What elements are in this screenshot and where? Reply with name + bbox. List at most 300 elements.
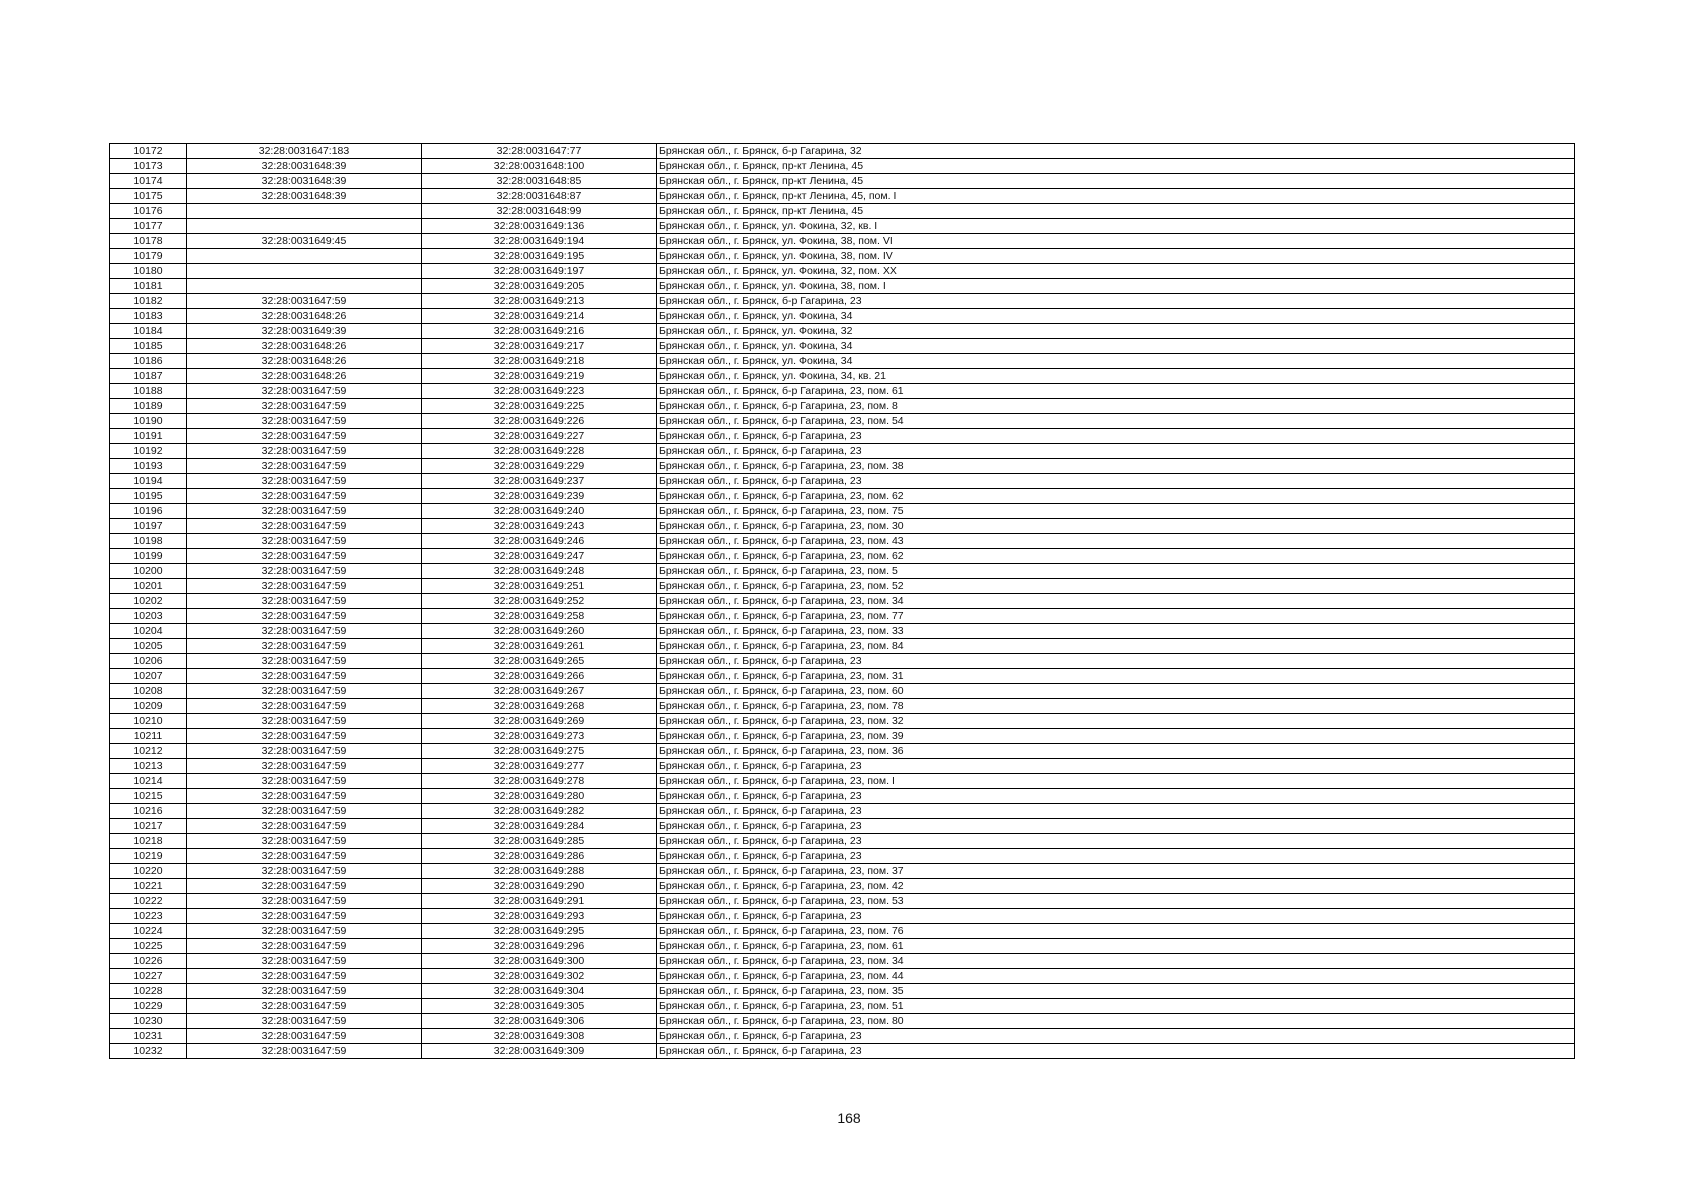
parent-cadastral-number-cell: 32:28:0031647:59 — [187, 774, 422, 789]
table-row — [110, 594, 1575, 609]
cadastral-number-cell: 32:28:0031649:136 — [422, 219, 657, 234]
address-cell: Брянская обл., г. Брянск, б-р Гагарина, 23 — [657, 474, 1575, 489]
table-row — [110, 234, 1575, 249]
table-row — [110, 144, 1575, 159]
parent-cadastral-number-cell: 32:28:0031647:59 — [187, 999, 422, 1014]
row-number-cell: 10195 — [110, 489, 187, 504]
table-row — [110, 684, 1575, 699]
parent-cadastral-number-cell: 32:28:0031647:59 — [187, 654, 422, 669]
table-row — [110, 699, 1575, 714]
table-row — [110, 309, 1575, 324]
table-row — [110, 324, 1575, 339]
row-number-cell: 10184 — [110, 324, 187, 339]
row-number-cell: 10190 — [110, 414, 187, 429]
cadastral-number-cell: 32:28:0031649:290 — [422, 879, 657, 894]
table-row — [110, 174, 1575, 189]
cadastral-number-cell: 32:28:0031649:239 — [422, 489, 657, 504]
table-row — [110, 279, 1575, 294]
cadastral-number-cell: 32:28:0031649:260 — [422, 624, 657, 639]
parent-cadastral-number-cell — [187, 204, 422, 219]
table-row — [110, 804, 1575, 819]
address-cell: Брянская обл., г. Брянск, б-р Гагарина, 23, пом. 34 — [657, 594, 1575, 609]
address-cell: Брянская обл., г. Брянск, б-р Гагарина, 23, пом. 78 — [657, 699, 1575, 714]
table-row — [110, 399, 1575, 414]
row-number-cell: 10182 — [110, 294, 187, 309]
table-row — [110, 849, 1575, 864]
cadastral-number-cell: 32:28:0031649:278 — [422, 774, 657, 789]
address-cell: Брянская обл., г. Брянск, б-р Гагарина, 23, пом. 51 — [657, 999, 1575, 1014]
table-row — [110, 969, 1575, 984]
row-number-cell: 10217 — [110, 819, 187, 834]
row-number-cell: 10232 — [110, 1044, 187, 1059]
address-cell: Брянская обл., г. Брянск, ул. Фокина, 38, пом. I — [657, 279, 1575, 294]
address-cell: Брянская обл., г. Брянск, пр-кт Ленина, 45 — [657, 159, 1575, 174]
cadastral-number-cell: 32:28:0031649:229 — [422, 459, 657, 474]
cadastral-number-cell: 32:28:0031649:295 — [422, 924, 657, 939]
row-number-cell: 10189 — [110, 399, 187, 414]
cadastral-number-cell: 32:28:0031649:214 — [422, 309, 657, 324]
parent-cadastral-number-cell: 32:28:0031647:59 — [187, 444, 422, 459]
row-number-cell: 10179 — [110, 249, 187, 264]
address-cell: Брянская обл., г. Брянск, б-р Гагарина, 23, пом. 75 — [657, 504, 1575, 519]
parent-cadastral-number-cell: 32:28:0031647:59 — [187, 939, 422, 954]
address-cell: Брянская обл., г. Брянск, ул. Фокина, 34 — [657, 309, 1575, 324]
address-cell: Брянская обл., г. Брянск, ул. Фокина, 32, кв. I — [657, 219, 1575, 234]
table-row — [110, 354, 1575, 369]
address-cell: Брянская обл., г. Брянск, б-р Гагарина, 23, пом. 62 — [657, 549, 1575, 564]
table-row — [110, 534, 1575, 549]
row-number-cell: 10222 — [110, 894, 187, 909]
address-cell: Брянская обл., г. Брянск, б-р Гагарина, 23, пом. 80 — [657, 1014, 1575, 1029]
parent-cadastral-number-cell: 32:28:0031647:59 — [187, 984, 422, 999]
address-cell: Брянская обл., г. Брянск, б-р Гагарина, 23 — [657, 1029, 1575, 1044]
parent-cadastral-number-cell: 32:28:0031647:59 — [187, 759, 422, 774]
parent-cadastral-number-cell: 32:28:0031647:59 — [187, 384, 422, 399]
parent-cadastral-number-cell: 32:28:0031647:59 — [187, 504, 422, 519]
address-cell: Брянская обл., г. Брянск, ул. Фокина, 34, кв. 21 — [657, 369, 1575, 384]
table-row — [110, 909, 1575, 924]
table-row — [110, 219, 1575, 234]
address-cell: Брянская обл., г. Брянск, б-р Гагарина, 23, пом. 31 — [657, 669, 1575, 684]
page-number: 168 — [837, 1110, 861, 1126]
address-cell: Брянская обл., г. Брянск, б-р Гагарина, 23, пом. 39 — [657, 729, 1575, 744]
parent-cadastral-number-cell: 32:28:0031647:59 — [187, 819, 422, 834]
row-number-cell: 10197 — [110, 519, 187, 534]
table-row — [110, 429, 1575, 444]
table-row — [110, 759, 1575, 774]
row-number-cell: 10193 — [110, 459, 187, 474]
row-number-cell: 10174 — [110, 174, 187, 189]
address-cell: Брянская обл., г. Брянск, б-р Гагарина, 23 — [657, 819, 1575, 834]
row-number-cell: 10219 — [110, 849, 187, 864]
row-number-cell: 10218 — [110, 834, 187, 849]
cadastral-number-cell: 32:28:0031649:275 — [422, 744, 657, 759]
parent-cadastral-number-cell: 32:28:0031647:59 — [187, 459, 422, 474]
address-cell: Брянская обл., г. Брянск, б-р Гагарина, 23, пом. 52 — [657, 579, 1575, 594]
parent-cadastral-number-cell: 32:28:0031647:59 — [187, 879, 422, 894]
row-number-cell: 10203 — [110, 609, 187, 624]
cadastral-number-cell: 32:28:0031649:267 — [422, 684, 657, 699]
cadastral-number-cell: 32:28:0031649:268 — [422, 699, 657, 714]
cadastral-number-cell: 32:28:0031649:246 — [422, 534, 657, 549]
parent-cadastral-number-cell: 32:28:0031647:59 — [187, 669, 422, 684]
parent-cadastral-number-cell: 32:28:0031649:45 — [187, 234, 422, 249]
parent-cadastral-number-cell: 32:28:0031647:59 — [187, 429, 422, 444]
cadastral-number-cell: 32:28:0031649:251 — [422, 579, 657, 594]
table-row — [110, 369, 1575, 384]
cadastral-number-cell: 32:28:0031649:305 — [422, 999, 657, 1014]
table-row — [110, 549, 1575, 564]
cadastral-number-cell: 32:28:0031649:237 — [422, 474, 657, 489]
parent-cadastral-number-cell: 32:28:0031647:59 — [187, 804, 422, 819]
table-row — [110, 414, 1575, 429]
table-row — [110, 519, 1575, 534]
parent-cadastral-number-cell: 32:28:0031647:59 — [187, 969, 422, 984]
parent-cadastral-number-cell: 32:28:0031647:59 — [187, 624, 422, 639]
parent-cadastral-number-cell: 32:28:0031647:59 — [187, 609, 422, 624]
cadastral-number-cell: 32:28:0031649:213 — [422, 294, 657, 309]
cadastral-number-cell: 32:28:0031649:217 — [422, 339, 657, 354]
table-row — [110, 939, 1575, 954]
parent-cadastral-number-cell: 32:28:0031647:59 — [187, 474, 422, 489]
table-row — [110, 744, 1575, 759]
address-cell: Брянская обл., г. Брянск, б-р Гагарина, 23, пом. 76 — [657, 924, 1575, 939]
parent-cadastral-number-cell: 32:28:0031647:59 — [187, 414, 422, 429]
row-number-cell: 10194 — [110, 474, 187, 489]
cadastral-number-cell: 32:28:0031649:285 — [422, 834, 657, 849]
cadastral-number-cell: 32:28:0031649:216 — [422, 324, 657, 339]
parent-cadastral-number-cell: 32:28:0031647:59 — [187, 909, 422, 924]
address-cell: Брянская обл., г. Брянск, б-р Гагарина, 23, пом. 37 — [657, 864, 1575, 879]
parent-cadastral-number-cell: 32:28:0031647:59 — [187, 534, 422, 549]
cadastral-number-cell: 32:28:0031649:247 — [422, 549, 657, 564]
address-cell: Брянская обл., г. Брянск, пр-кт Ленина, 45 — [657, 174, 1575, 189]
table-row — [110, 729, 1575, 744]
cadastral-number-cell: 32:28:0031649:273 — [422, 729, 657, 744]
address-cell: Брянская обл., г. Брянск, б-р Гагарина, 23, пом. 62 — [657, 489, 1575, 504]
row-number-cell: 10196 — [110, 504, 187, 519]
parent-cadastral-number-cell: 32:28:0031647:59 — [187, 684, 422, 699]
cadastral-number-cell: 32:28:0031649:240 — [422, 504, 657, 519]
address-cell: Брянская обл., г. Брянск, б-р Гагарина, 23, пом. 32 — [657, 714, 1575, 729]
cadastral-number-cell: 32:28:0031649:219 — [422, 369, 657, 384]
table-row — [110, 609, 1575, 624]
parent-cadastral-number-cell — [187, 219, 422, 234]
parent-cadastral-number-cell: 32:28:0031647:59 — [187, 1044, 422, 1059]
address-cell: Брянская обл., г. Брянск, б-р Гагарина, 23, пом. 60 — [657, 684, 1575, 699]
address-cell: Брянская обл., г. Брянск, б-р Гагарина, 23, пом. 61 — [657, 939, 1575, 954]
address-cell: Брянская обл., г. Брянск, б-р Гагарина, 23 — [657, 849, 1575, 864]
parent-cadastral-number-cell: 32:28:0031648:39 — [187, 159, 422, 174]
address-cell: Брянская обл., г. Брянск, ул. Фокина, 34 — [657, 354, 1575, 369]
row-number-cell: 10200 — [110, 564, 187, 579]
cadastral-number-cell: 32:28:0031649:282 — [422, 804, 657, 819]
cadastral-number-cell: 32:28:0031649:293 — [422, 909, 657, 924]
parent-cadastral-number-cell: 32:28:0031647:59 — [187, 894, 422, 909]
row-number-cell: 10186 — [110, 354, 187, 369]
parent-cadastral-number-cell: 32:28:0031647:59 — [187, 594, 422, 609]
table-row — [110, 459, 1575, 474]
row-number-cell: 10178 — [110, 234, 187, 249]
address-cell: Брянская обл., г. Брянск, б-р Гагарина, 23 — [657, 444, 1575, 459]
parent-cadastral-number-cell: 32:28:0031648:26 — [187, 309, 422, 324]
row-number-cell: 10221 — [110, 879, 187, 894]
row-number-cell: 10220 — [110, 864, 187, 879]
address-cell: Брянская обл., г. Брянск, б-р Гагарина, 23, пом. 77 — [657, 609, 1575, 624]
row-number-cell: 10176 — [110, 204, 187, 219]
cadastral-number-cell: 32:28:0031649:269 — [422, 714, 657, 729]
parent-cadastral-number-cell — [187, 264, 422, 279]
table-row — [110, 954, 1575, 969]
row-number-cell: 10216 — [110, 804, 187, 819]
address-cell: Брянская обл., г. Брянск, б-р Гагарина, 23, пом. 61 — [657, 384, 1575, 399]
cadastral-number-cell: 32:28:0031649:288 — [422, 864, 657, 879]
row-number-cell: 10181 — [110, 279, 187, 294]
row-number-cell: 10183 — [110, 309, 187, 324]
table-row — [110, 894, 1575, 909]
address-cell: Брянская обл., г. Брянск, б-р Гагарина, 23, пом. 53 — [657, 894, 1575, 909]
row-number-cell: 10201 — [110, 579, 187, 594]
parent-cadastral-number-cell: 32:28:0031647:59 — [187, 399, 422, 414]
row-number-cell: 10188 — [110, 384, 187, 399]
cadastral-number-cell: 32:28:0031647:77 — [422, 144, 657, 159]
cadastral-number-cell: 32:28:0031649:194 — [422, 234, 657, 249]
table-row — [110, 204, 1575, 219]
address-cell: Брянская обл., г. Брянск, б-р Гагарина, 23, пом. I — [657, 774, 1575, 789]
table-row — [110, 384, 1575, 399]
table-row — [110, 489, 1575, 504]
cadastral-number-cell: 32:28:0031649:252 — [422, 594, 657, 609]
cadastral-table — [109, 143, 1575, 1059]
table-body — [110, 144, 1575, 1059]
table-row — [110, 879, 1575, 894]
parent-cadastral-number-cell: 32:28:0031648:26 — [187, 369, 422, 384]
parent-cadastral-number-cell: 32:28:0031648:26 — [187, 339, 422, 354]
row-number-cell: 10228 — [110, 984, 187, 999]
row-number-cell: 10180 — [110, 264, 187, 279]
address-cell: Брянская обл., г. Брянск, б-р Гагарина, 23, пом. 34 — [657, 954, 1575, 969]
row-number-cell: 10172 — [110, 144, 187, 159]
parent-cadastral-number-cell: 32:28:0031647:59 — [187, 729, 422, 744]
parent-cadastral-number-cell: 32:28:0031647:59 — [187, 1014, 422, 1029]
row-number-cell: 10231 — [110, 1029, 187, 1044]
table-row — [110, 504, 1575, 519]
parent-cadastral-number-cell: 32:28:0031649:39 — [187, 324, 422, 339]
address-cell: Брянская обл., г. Брянск, б-р Гагарина, 23, пом. 44 — [657, 969, 1575, 984]
cadastral-number-cell: 32:28:0031649:197 — [422, 264, 657, 279]
row-number-cell: 10211 — [110, 729, 187, 744]
parent-cadastral-number-cell: 32:28:0031647:59 — [187, 564, 422, 579]
cadastral-number-cell: 32:28:0031649:218 — [422, 354, 657, 369]
table-row — [110, 159, 1575, 174]
address-cell: Брянская обл., г. Брянск, пр-кт Ленина, 45 — [657, 204, 1575, 219]
row-number-cell: 10198 — [110, 534, 187, 549]
address-cell: Брянская обл., г. Брянск, б-р Гагарина, 23, пом. 5 — [657, 564, 1575, 579]
table-row — [110, 189, 1575, 204]
table-row — [110, 654, 1575, 669]
table-row — [110, 789, 1575, 804]
address-cell: Брянская обл., г. Брянск, ул. Фокина, 38, пом. IV — [657, 249, 1575, 264]
cadastral-number-cell: 32:28:0031649:277 — [422, 759, 657, 774]
cadastral-number-cell: 32:28:0031649:248 — [422, 564, 657, 579]
cadastral-number-cell: 32:28:0031649:308 — [422, 1029, 657, 1044]
parent-cadastral-number-cell: 32:28:0031647:59 — [187, 834, 422, 849]
parent-cadastral-number-cell: 32:28:0031647:59 — [187, 294, 422, 309]
row-number-cell: 10206 — [110, 654, 187, 669]
cadastral-number-cell: 32:28:0031649:225 — [422, 399, 657, 414]
row-number-cell: 10207 — [110, 669, 187, 684]
cadastral-number-cell: 32:28:0031649:261 — [422, 639, 657, 654]
cadastral-number-cell: 32:28:0031649:205 — [422, 279, 657, 294]
row-number-cell: 10227 — [110, 969, 187, 984]
cadastral-number-cell: 32:28:0031649:284 — [422, 819, 657, 834]
row-number-cell: 10214 — [110, 774, 187, 789]
parent-cadastral-number-cell: 32:28:0031647:59 — [187, 789, 422, 804]
cadastral-number-cell: 32:28:0031649:227 — [422, 429, 657, 444]
cadastral-number-cell: 32:28:0031649:228 — [422, 444, 657, 459]
parent-cadastral-number-cell: 32:28:0031648:26 — [187, 354, 422, 369]
row-number-cell: 10209 — [110, 699, 187, 714]
row-number-cell: 10215 — [110, 789, 187, 804]
address-cell: Брянская обл., г. Брянск, б-р Гагарина, 23 — [657, 429, 1575, 444]
address-cell: Брянская обл., г. Брянск, б-р Гагарина, 23, пом. 33 — [657, 624, 1575, 639]
parent-cadastral-number-cell: 32:28:0031647:59 — [187, 699, 422, 714]
address-cell: Брянская обл., г. Брянск, ул. Фокина, 38, пом. VI — [657, 234, 1575, 249]
address-cell: Брянская обл., г. Брянск, б-р Гагарина, 23, пом. 36 — [657, 744, 1575, 759]
address-cell: Брянская обл., г. Брянск, ул. Фокина, 32 — [657, 324, 1575, 339]
parent-cadastral-number-cell: 32:28:0031647:59 — [187, 714, 422, 729]
cadastral-number-cell: 32:28:0031649:243 — [422, 519, 657, 534]
row-number-cell: 10173 — [110, 159, 187, 174]
cadastral-number-cell: 32:28:0031649:265 — [422, 654, 657, 669]
cadastral-number-cell: 32:28:0031649:302 — [422, 969, 657, 984]
address-cell: Брянская обл., г. Брянск, б-р Гагарина, 23, пом. 30 — [657, 519, 1575, 534]
address-cell: Брянская обл., г. Брянск, б-р Гагарина, 23, пом. 42 — [657, 879, 1575, 894]
cadastral-number-cell: 32:28:0031649:309 — [422, 1044, 657, 1059]
row-number-cell: 10226 — [110, 954, 187, 969]
row-number-cell: 10223 — [110, 909, 187, 924]
table-row — [110, 294, 1575, 309]
table-row — [110, 834, 1575, 849]
cadastral-number-cell: 32:28:0031649:306 — [422, 1014, 657, 1029]
row-number-cell: 10204 — [110, 624, 187, 639]
row-number-cell: 10230 — [110, 1014, 187, 1029]
row-number-cell: 10191 — [110, 429, 187, 444]
row-number-cell: 10213 — [110, 759, 187, 774]
address-cell: Брянская обл., г. Брянск, б-р Гагарина, 23 — [657, 759, 1575, 774]
parent-cadastral-number-cell: 32:28:0031647:59 — [187, 864, 422, 879]
table-row — [110, 819, 1575, 834]
table-row — [110, 264, 1575, 279]
address-cell: Брянская обл., г. Брянск, б-р Гагарина, 23, пом. 35 — [657, 984, 1575, 999]
row-number-cell: 10192 — [110, 444, 187, 459]
row-number-cell: 10202 — [110, 594, 187, 609]
parent-cadastral-number-cell: 32:28:0031647:59 — [187, 1029, 422, 1044]
table-row — [110, 924, 1575, 939]
cadastral-number-cell: 32:28:0031649:258 — [422, 609, 657, 624]
parent-cadastral-number-cell: 32:28:0031647:59 — [187, 519, 422, 534]
cadastral-number-cell: 32:28:0031649:304 — [422, 984, 657, 999]
address-cell: Брянская обл., г. Брянск, б-р Гагарина, 23 — [657, 789, 1575, 804]
table-row — [110, 714, 1575, 729]
parent-cadastral-number-cell: 32:28:0031647:59 — [187, 954, 422, 969]
address-cell: Брянская обл., г. Брянск, б-р Гагарина, 23 — [657, 654, 1575, 669]
table-row — [110, 1044, 1575, 1059]
cadastral-number-cell: 32:28:0031649:300 — [422, 954, 657, 969]
row-number-cell: 10205 — [110, 639, 187, 654]
table-row — [110, 639, 1575, 654]
cadastral-number-cell: 32:28:0031648:99 — [422, 204, 657, 219]
cadastral-number-cell: 32:28:0031649:291 — [422, 894, 657, 909]
address-cell: Брянская обл., г. Брянск, б-р Гагарина, 23 — [657, 909, 1575, 924]
parent-cadastral-number-cell: 32:28:0031647:59 — [187, 744, 422, 759]
row-number-cell: 10210 — [110, 714, 187, 729]
table-row — [110, 444, 1575, 459]
table-row — [110, 474, 1575, 489]
cadastral-number-cell: 32:28:0031649:195 — [422, 249, 657, 264]
address-cell: Брянская обл., г. Брянск, б-р Гагарина, 23 — [657, 294, 1575, 309]
parent-cadastral-number-cell: 32:28:0031647:59 — [187, 924, 422, 939]
table-row — [110, 624, 1575, 639]
row-number-cell: 10199 — [110, 549, 187, 564]
row-number-cell: 10185 — [110, 339, 187, 354]
table-row — [110, 999, 1575, 1014]
row-number-cell: 10175 — [110, 189, 187, 204]
address-cell: Брянская обл., г. Брянск, ул. Фокина, 34 — [657, 339, 1575, 354]
row-number-cell: 10224 — [110, 924, 187, 939]
cadastral-number-cell: 32:28:0031648:87 — [422, 189, 657, 204]
address-cell: Брянская обл., г. Брянск, б-р Гагарина, 23, пом. 54 — [657, 414, 1575, 429]
table-row — [110, 564, 1575, 579]
address-cell: Брянская обл., г. Брянск, б-р Гагарина, 23, пом. 43 — [657, 534, 1575, 549]
address-cell: Брянская обл., г. Брянск, б-р Гагарина, 23, пом. 38 — [657, 459, 1575, 474]
table-row — [110, 1029, 1575, 1044]
cadastral-number-cell: 32:28:0031649:286 — [422, 849, 657, 864]
address-cell: Брянская обл., г. Брянск, б-р Гагарина, 23 — [657, 834, 1575, 849]
row-number-cell: 10208 — [110, 684, 187, 699]
table-row — [110, 669, 1575, 684]
cadastral-number-cell: 32:28:0031649:223 — [422, 384, 657, 399]
cadastral-number-cell: 32:28:0031649:266 — [422, 669, 657, 684]
address-cell: Брянская обл., г. Брянск, б-р Гагарина, 23, пом. 84 — [657, 639, 1575, 654]
address-cell: Брянская обл., г. Брянск, б-р Гагарина, 32 — [657, 144, 1575, 159]
address-cell: Брянская обл., г. Брянск, б-р Гагарина, 23 — [657, 1044, 1575, 1059]
cadastral-number-cell: 32:28:0031648:100 — [422, 159, 657, 174]
address-cell: Брянская обл., г. Брянск, б-р Гагарина, 23, пом. 8 — [657, 399, 1575, 414]
row-number-cell: 10229 — [110, 999, 187, 1014]
row-number-cell: 10187 — [110, 369, 187, 384]
parent-cadastral-number-cell: 32:28:0031647:59 — [187, 639, 422, 654]
parent-cadastral-number-cell: 32:28:0031648:39 — [187, 174, 422, 189]
row-number-cell: 10225 — [110, 939, 187, 954]
parent-cadastral-number-cell: 32:28:0031647:59 — [187, 849, 422, 864]
parent-cadastral-number-cell: 32:28:0031647:59 — [187, 489, 422, 504]
cadastral-number-cell: 32:28:0031648:85 — [422, 174, 657, 189]
table-row — [110, 774, 1575, 789]
parent-cadastral-number-cell: 32:28:0031648:39 — [187, 189, 422, 204]
table-row — [110, 579, 1575, 594]
parent-cadastral-number-cell: 32:28:0031647:59 — [187, 549, 422, 564]
parent-cadastral-number-cell: 32:28:0031647:59 — [187, 579, 422, 594]
cadastral-number-cell: 32:28:0031649:226 — [422, 414, 657, 429]
address-cell: Брянская обл., г. Брянск, пр-кт Ленина, 45, пом. I — [657, 189, 1575, 204]
table-row — [110, 864, 1575, 879]
row-number-cell: 10177 — [110, 219, 187, 234]
parent-cadastral-number-cell — [187, 279, 422, 294]
parent-cadastral-number-cell — [187, 249, 422, 264]
row-number-cell: 10212 — [110, 744, 187, 759]
table-row — [110, 984, 1575, 999]
